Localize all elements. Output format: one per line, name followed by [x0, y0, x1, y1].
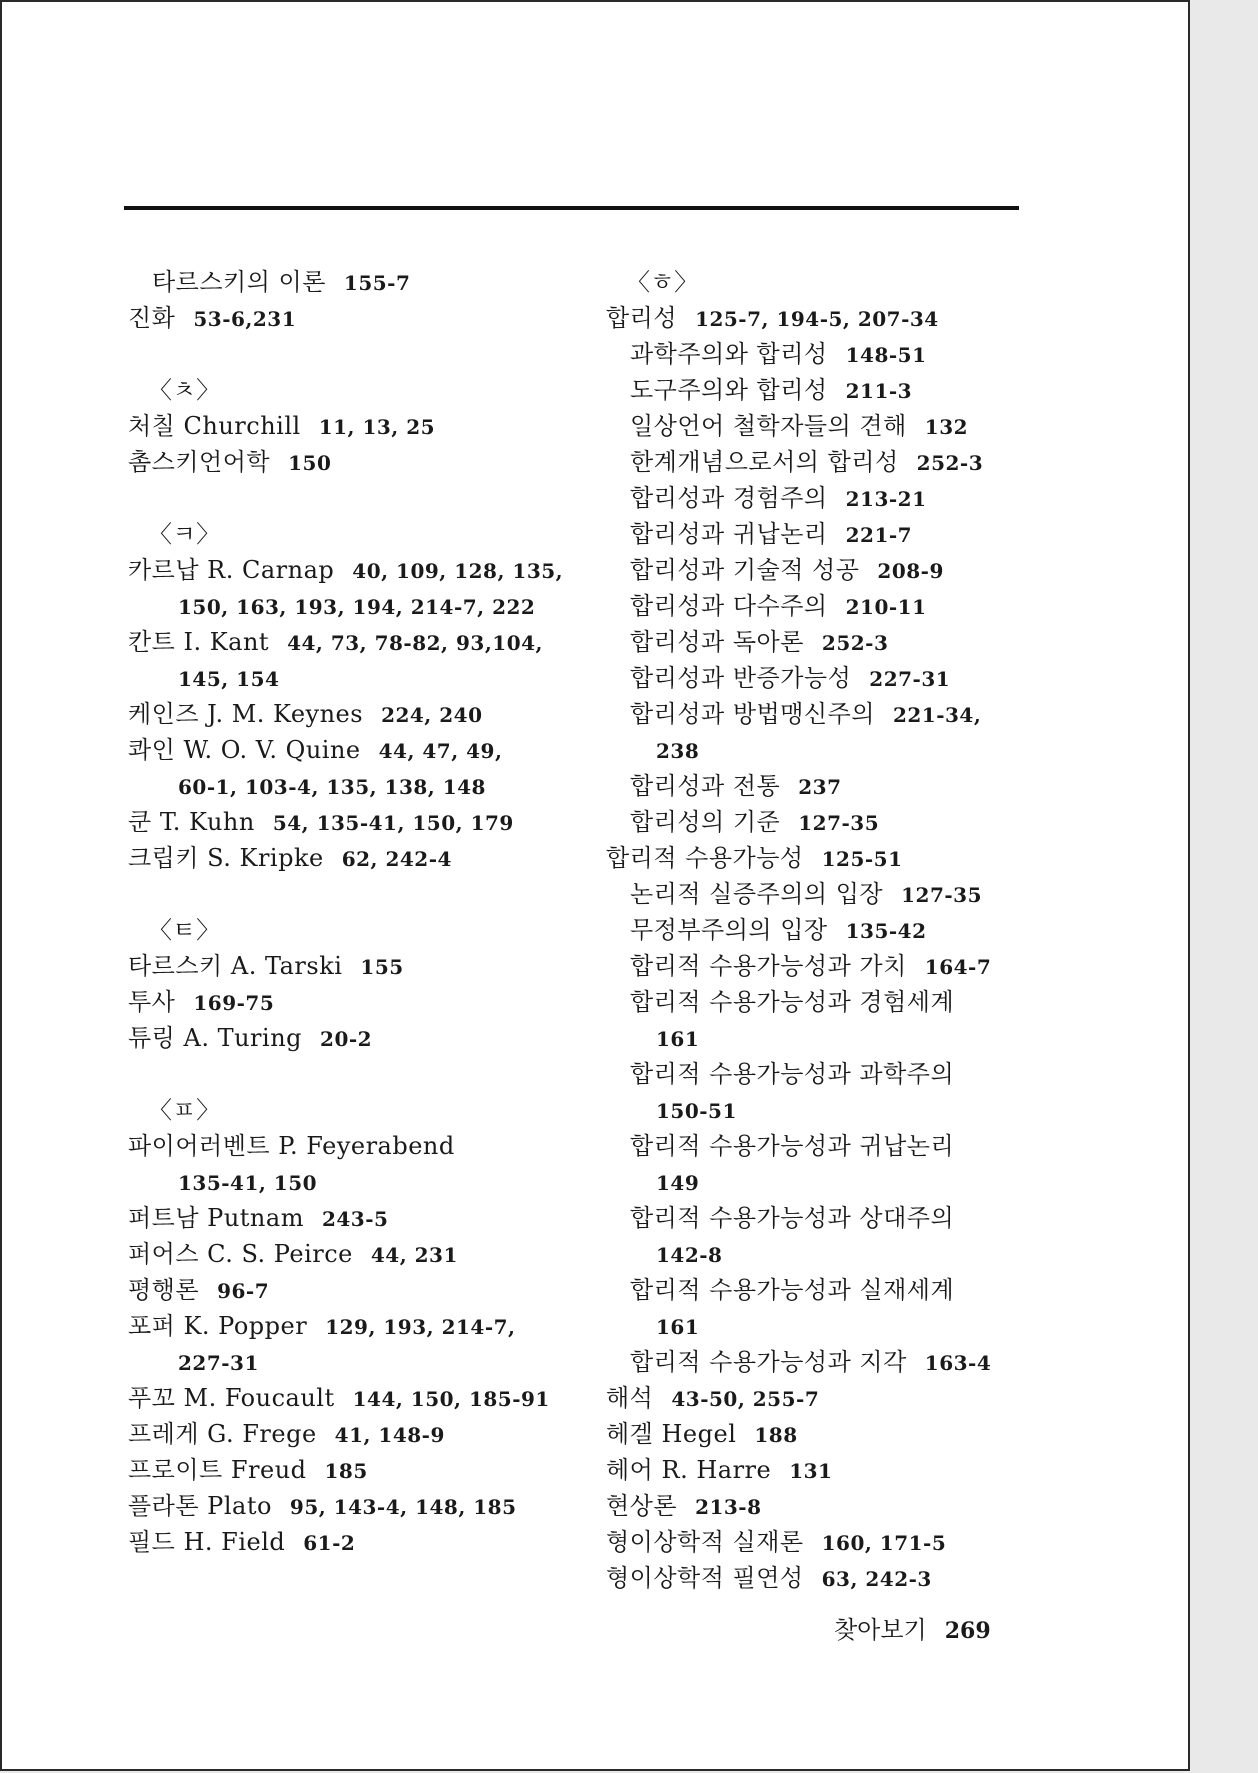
- index-entry: [128, 948, 598, 984]
- index-entry: [606, 408, 1076, 444]
- index-pages: 135-41, 150: [178, 1171, 318, 1195]
- index-entry: [606, 1560, 1076, 1596]
- footer-label: 찾아보기: [834, 1616, 927, 1644]
- index-pages: 145, 154: [178, 667, 280, 691]
- spacer: [128, 480, 598, 516]
- index-term: 형이상학적 필연성: [606, 1564, 804, 1592]
- index-entry: [606, 1056, 1076, 1092]
- index-term: 합리성과 방법맹신주의: [630, 700, 875, 728]
- index-pages: 188: [754, 1423, 798, 1447]
- index-entry: [128, 984, 598, 1020]
- index-entry: [128, 624, 598, 660]
- index-pages: 44, 231: [370, 1243, 458, 1267]
- index-entry: [606, 768, 1076, 804]
- index-pages: 227-31: [869, 667, 951, 691]
- index-pages: 44, 47, 49,: [378, 739, 503, 763]
- index-entry: [606, 444, 1076, 480]
- index-term: 해석: [606, 1384, 654, 1412]
- index-pages: 252-3: [916, 451, 984, 475]
- index-continuation: [606, 1164, 1076, 1200]
- index-entry: [606, 660, 1076, 696]
- index-pages: 11, 13, 25: [318, 415, 436, 439]
- index-pages: 135-42: [845, 919, 927, 943]
- index-entry: [128, 1020, 598, 1056]
- index-column-right: [606, 264, 1076, 1596]
- index-entry: [128, 408, 598, 444]
- index-term: 플라톤 Plato: [128, 1492, 272, 1520]
- index-entry: [606, 876, 1076, 912]
- index-entry: [606, 300, 1076, 336]
- index-entry: [128, 444, 598, 480]
- index-pages: 224, 240: [381, 703, 483, 727]
- index-entry: [128, 732, 598, 768]
- index-entry: [128, 1416, 598, 1452]
- index-pages: 129, 193, 214-7,: [325, 1315, 516, 1339]
- page-number: 269: [944, 1618, 991, 1644]
- page-footer: [834, 1610, 991, 1645]
- index-entry: [606, 1452, 1076, 1488]
- index-entry: [606, 1128, 1076, 1164]
- index-term: 합리성과 독아론: [630, 628, 804, 656]
- section-heading: [128, 1092, 598, 1128]
- index-entry: [606, 948, 1076, 984]
- index-pages: 150, 163, 193, 194, 214-7, 222: [178, 595, 536, 619]
- index-entry: [128, 1524, 598, 1560]
- index-pages: 211-3: [845, 379, 913, 403]
- index-pages: 210-11: [845, 595, 927, 619]
- index-entry: [606, 480, 1076, 516]
- index-pages: 54, 135-41, 150, 179: [272, 811, 514, 835]
- index-entry: [606, 516, 1076, 552]
- index-pages: 164-7: [924, 955, 992, 979]
- index-term: 합리적 수용가능성과 상대주의: [630, 1204, 955, 1232]
- index-pages: 41, 148-9: [334, 1423, 445, 1447]
- section-heading: [128, 372, 598, 408]
- index-term: 합리성과 반증가능성: [630, 664, 852, 692]
- index-pages: 160, 171-5: [821, 1531, 947, 1555]
- index-term: 합리성의 기준: [630, 808, 781, 836]
- index-entry: [606, 372, 1076, 408]
- index-entry: [128, 804, 598, 840]
- index-entry: [128, 300, 598, 336]
- index-entry: [606, 1416, 1076, 1452]
- index-pages: 95, 143-4, 148, 185: [289, 1495, 517, 1519]
- index-term: 무정부주의의 입장: [630, 916, 828, 944]
- index-pages: 61-2: [303, 1531, 356, 1555]
- index-pages: 161: [656, 1315, 700, 1339]
- index-entry: [606, 1524, 1076, 1560]
- index-term: 합리성과 다수주의: [630, 592, 828, 620]
- index-term: 푸꼬 M. Foucault: [128, 1384, 335, 1412]
- index-entry: [606, 1344, 1076, 1380]
- index-continuation: [128, 768, 598, 804]
- index-entry: [606, 984, 1076, 1020]
- index-entry: [606, 1380, 1076, 1416]
- index-entry: [606, 912, 1076, 948]
- index-continuation: [606, 1308, 1076, 1344]
- index-term: 콰인 W. O. V. Quine: [128, 736, 361, 764]
- index-entry: [606, 552, 1076, 588]
- index-term: 논리적 실증주의의 입장: [630, 880, 884, 908]
- index-term: 합리적 수용가능성과 지각: [630, 1348, 907, 1376]
- index-term: 일상언어 철학자들의 견해: [630, 412, 907, 440]
- index-term: 타르스키의 이론: [152, 268, 326, 296]
- index-term: 현상론: [606, 1492, 678, 1520]
- index-term: 파이어러벤트 P. Feyerabend: [128, 1132, 455, 1160]
- index-pages: 53-6,231: [193, 307, 297, 331]
- index-entry: [128, 1308, 598, 1344]
- index-term: 합리적 수용가능성과 과학주의: [630, 1060, 955, 1088]
- index-pages: 127-35: [901, 883, 982, 907]
- index-entry: [606, 588, 1076, 624]
- index-pages: 144, 150, 185-91: [352, 1387, 550, 1411]
- index-term: 퍼트남 Putnam: [128, 1204, 304, 1232]
- index-pages: 148-51: [845, 343, 927, 367]
- index-entry: [128, 1128, 598, 1164]
- index-pages: 150: [288, 451, 332, 475]
- index-term: 합리성과 귀납논리: [630, 520, 828, 548]
- index-pages: 238: [656, 739, 700, 763]
- index-term: 헤겔 Hegel: [606, 1420, 737, 1448]
- index-pages: 221-7: [845, 523, 913, 547]
- index-pages: 131: [789, 1459, 833, 1483]
- index-term: 퍼어스 C. S. Peirce: [128, 1240, 353, 1268]
- index-continuation: [128, 588, 598, 624]
- spacer: [128, 876, 598, 912]
- index-term: 튜링 A. Turing: [128, 1024, 303, 1052]
- section-heading: [128, 912, 598, 948]
- index-term: 합리적 수용가능성과 가치: [630, 952, 907, 980]
- index-pages: 60-1, 103-4, 135, 138, 148: [178, 775, 486, 799]
- index-pages: 185: [324, 1459, 368, 1483]
- spacer: [128, 1056, 598, 1092]
- index-term: 합리성과 전통: [630, 772, 781, 800]
- index-term: 합리성: [606, 304, 678, 332]
- index-continuation: [128, 660, 598, 696]
- index-pages: 96-7: [217, 1279, 270, 1303]
- index-continuation: [606, 1236, 1076, 1272]
- index-term: 평행론: [128, 1276, 200, 1304]
- index-entry: [606, 1272, 1076, 1308]
- index-entry: [128, 1452, 598, 1488]
- index-pages: 155-7: [343, 271, 411, 295]
- index-term: 카르납 R. Carnap: [128, 556, 335, 584]
- index-term: 칸트 I. Kant: [128, 628, 270, 656]
- index-entry: [606, 696, 1076, 732]
- index-term: 합리성과 기술적 성공: [630, 556, 860, 584]
- index-column-left: [128, 264, 598, 1560]
- index-term: 도구주의와 합리성: [630, 376, 828, 404]
- index-continuation: [128, 1344, 598, 1380]
- index-term: 과학주의와 합리성: [630, 340, 828, 368]
- index-pages: 161: [656, 1027, 700, 1051]
- index-continuation: [128, 1164, 598, 1200]
- index-term: 처칠 Churchill: [128, 412, 301, 440]
- header-rule: [124, 206, 1019, 210]
- index-term: 〈ㅋ〉: [148, 520, 221, 548]
- index-entry: [606, 336, 1076, 372]
- index-entry: [606, 804, 1076, 840]
- index-entry: [128, 1272, 598, 1308]
- index-term: 헤어 R. Harre: [606, 1456, 772, 1484]
- index-pages: 252-3: [821, 631, 889, 655]
- index-term: 합리적 수용가능성과 귀납논리: [630, 1132, 955, 1160]
- index-entry: [606, 1200, 1076, 1236]
- index-term: 프로이트 Freud: [128, 1456, 307, 1484]
- index-term: 타르스키 A. Tarski: [128, 952, 343, 980]
- index-term: 〈ㅎ〉: [626, 268, 699, 296]
- section-heading: [606, 264, 1076, 300]
- index-term: 합리성과 경험주의: [630, 484, 828, 512]
- index-term: 합리적 수용가능성과 경험세계: [630, 988, 955, 1016]
- index-entry: [128, 1488, 598, 1524]
- index-entry: [128, 1200, 598, 1236]
- index-term: 필드 H. Field: [128, 1528, 286, 1556]
- index-pages: 227-31: [178, 1351, 259, 1375]
- index-pages: 20-2: [320, 1027, 373, 1051]
- index-term: 합리적 수용가능성: [606, 844, 804, 872]
- section-heading: [128, 516, 598, 552]
- index-pages: 213-8: [695, 1495, 762, 1519]
- index-pages: 125-7, 194-5, 207-34: [695, 307, 939, 331]
- index-entry: [128, 264, 598, 300]
- index-entry: [128, 1236, 598, 1272]
- index-pages: 163-4: [924, 1351, 992, 1375]
- index-term: 〈ㅍ〉: [148, 1096, 221, 1124]
- index-pages: 40, 109, 128, 135,: [352, 559, 564, 583]
- index-term: 진화: [128, 304, 176, 332]
- index-pages: 208-9: [877, 559, 944, 583]
- index-pages: 155: [360, 955, 404, 979]
- index-entry: [128, 1380, 598, 1416]
- index-term: 형이상학적 실재론: [606, 1528, 804, 1556]
- index-pages: 221-34,: [892, 703, 982, 727]
- index-term: 〈ㅌ〉: [148, 916, 221, 944]
- index-term: 포퍼 K. Popper: [128, 1312, 308, 1340]
- index-pages: 150-51: [656, 1099, 737, 1123]
- index-term: 촘스키언어학: [128, 448, 271, 476]
- index-pages: 237: [798, 775, 842, 799]
- index-pages: 127-35: [798, 811, 880, 835]
- index-entry: [606, 1488, 1076, 1524]
- index-pages: 62, 242-4: [341, 847, 452, 871]
- index-term: 투사: [128, 988, 176, 1016]
- index-pages: 44, 73, 78-82, 93,104,: [287, 631, 543, 655]
- index-term: 프레게 G. Frege: [128, 1420, 317, 1448]
- index-term: 크립키 S. Kripke: [128, 844, 324, 872]
- index-term: 케인즈 J. M. Keynes: [128, 700, 364, 728]
- index-pages: 125-51: [821, 847, 903, 871]
- index-continuation: [606, 732, 1076, 768]
- index-term: 합리적 수용가능성과 실재세계: [630, 1276, 955, 1304]
- index-pages: 132: [924, 415, 969, 439]
- index-term: 한계개념으로서의 합리성: [630, 448, 899, 476]
- index-entry: [128, 696, 598, 732]
- index-entry: [128, 552, 598, 588]
- index-pages: 63, 242-3: [821, 1567, 932, 1591]
- index-pages: 142-8: [656, 1243, 723, 1267]
- index-continuation: [606, 1092, 1076, 1128]
- index-pages: 213-21: [845, 487, 927, 511]
- index-entry: [128, 840, 598, 876]
- index-term: 〈ㅊ〉: [148, 376, 221, 404]
- index-entry: [606, 840, 1076, 876]
- spacer: [128, 336, 598, 372]
- index-pages: 149: [656, 1171, 700, 1195]
- index-pages: 43-50, 255-7: [671, 1387, 820, 1411]
- index-term: 쿤 T. Kuhn: [128, 808, 255, 836]
- index-continuation: [606, 1020, 1076, 1056]
- index-pages: 243-5: [321, 1207, 389, 1231]
- index-pages: 169-75: [193, 991, 275, 1015]
- index-entry: [606, 624, 1076, 660]
